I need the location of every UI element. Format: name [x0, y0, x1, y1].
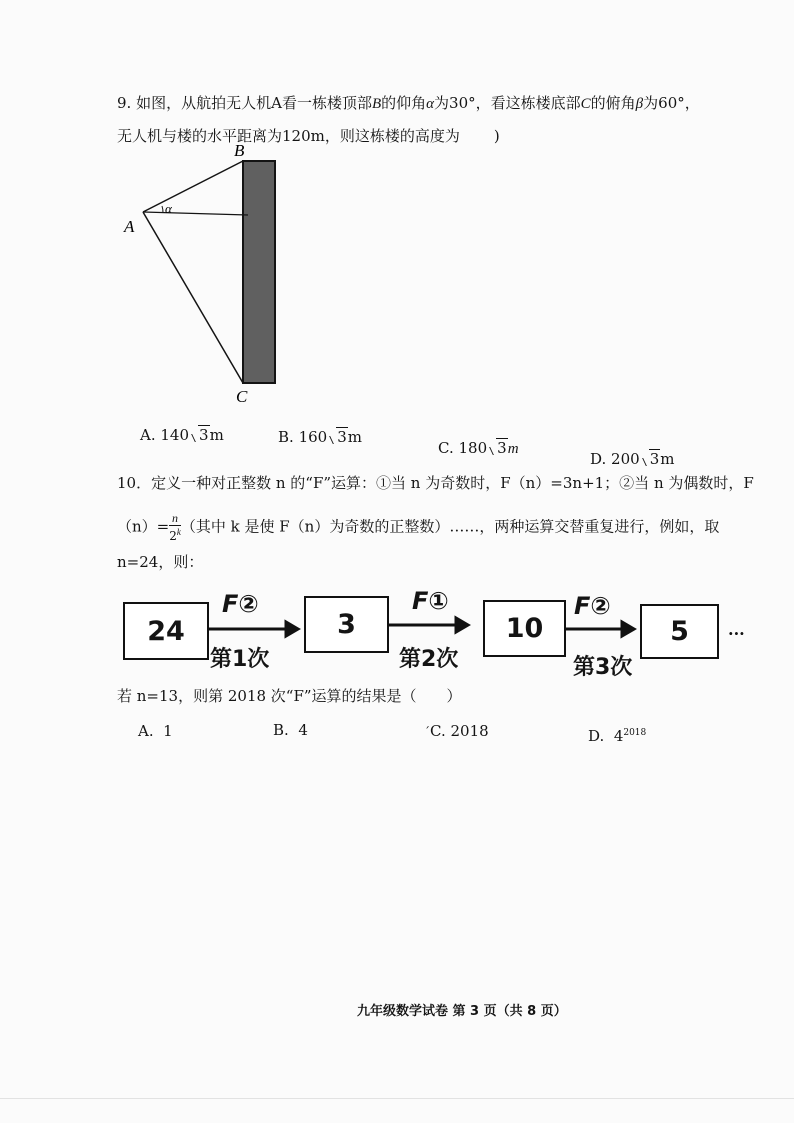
flow-op-3: F② — [574, 592, 611, 620]
q10-line3: n=24，则： — [117, 553, 204, 571]
q10-line4: 若 n=13，则第 2018 次“F”运算的结果是（ ） — [117, 687, 462, 705]
page-footer: 九年级数学试卷 第 3 页（共 8 页） — [357, 1004, 567, 1019]
label-A: A — [124, 217, 135, 236]
q9-line2: 无人机与楼的水平距离为120m，则这栋楼的高度为 ) — [117, 127, 500, 145]
flow-op-2: F① — [412, 587, 449, 615]
q9-line1: 9. 如图，从航拍无人机A看一栋楼顶部B的仰角α为30°，看这栋楼底部C的俯角β为60°， — [117, 94, 700, 112]
arrow-1-head — [286, 622, 298, 636]
q9-option-c[interactable]: C. 180 3m — [438, 439, 519, 457]
flow-box-3: 10 — [483, 600, 566, 657]
bottom-divider — [0, 1098, 794, 1099]
q10-option-c[interactable]: ˊC. 2018 — [424, 722, 489, 740]
q9-option-a[interactable]: A. 140 3m — [140, 426, 224, 444]
fraction: $\frac{n}{2^k}$ — [169, 511, 181, 543]
label-C: C — [236, 387, 248, 405]
q9-option-b[interactable]: B. 160 3m — [278, 428, 362, 446]
flow-box-1: 24 — [123, 602, 209, 660]
flow-count-1: 第1次 — [210, 647, 270, 672]
q10-option-a[interactable]: A. 1 — [138, 722, 173, 740]
flow-ellipsis: ··· — [728, 624, 745, 643]
arrow-3-head — [622, 622, 634, 636]
flow-count-2: 第2次 — [399, 647, 459, 672]
flow-box-4: 5 — [640, 604, 719, 659]
q10-line2: （n）= $\frac{n}{2^k}$ （其中 k 是使 F（n）为奇数的正整数）……，两种运算交替重复进行，例如，取 — [117, 511, 720, 543]
label-B: B — [234, 141, 245, 160]
q9-option-d[interactable]: D. 200 3m — [590, 450, 675, 468]
q10-option-d[interactable]: D. $4^{2018}$ — [588, 727, 647, 745]
label-alpha: α — [165, 201, 172, 216]
q10-option-b[interactable]: B. 4 — [273, 721, 308, 739]
flow-count-3: 第3次 — [573, 655, 633, 680]
q10-line1: 10．定义一种对正整数 n 的“F”运算：①当 n 为奇数时，F（n）=3n+1；②当 n 为偶数时，F — [117, 474, 754, 492]
arrow-2-head — [456, 618, 468, 632]
flow-box-2: 3 — [304, 596, 389, 653]
flow-op-1: F② — [222, 590, 259, 618]
